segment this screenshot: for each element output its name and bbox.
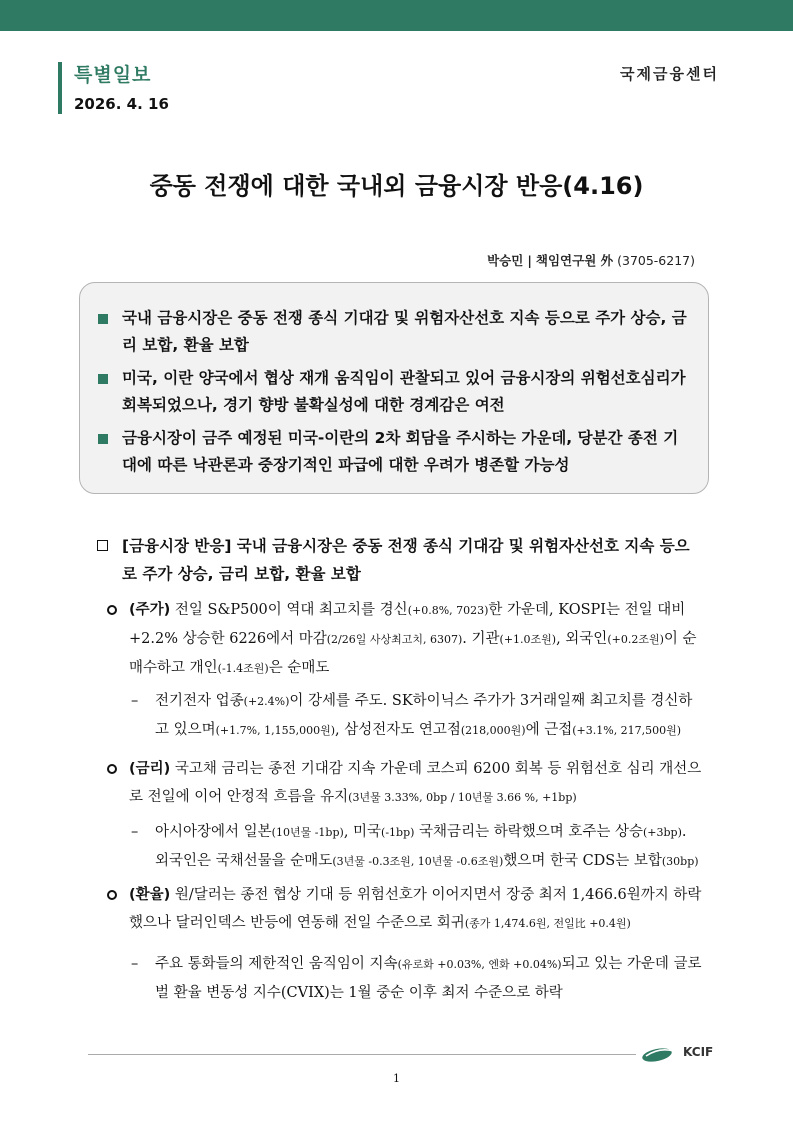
logo-text: KCIF <box>683 1045 714 1059</box>
circle-bullet-icon <box>107 605 117 615</box>
dash-bullet: – <box>131 824 139 840</box>
detail-note: (10년물 -1bp) <box>271 826 344 839</box>
page-number: 1 <box>393 1072 400 1085</box>
fx-note: (종가 1,474.6원, 전일比 +0.4원) <box>464 917 631 930</box>
rate-text <box>129 755 702 812</box>
dash-bullet: – <box>131 693 139 709</box>
stock-text-part: 한 가운데, KOSPI는 전일 대비 +2.2% 상승한 6226에서 마감 <box>129 602 686 647</box>
rate-note: (3년물 3.33%, 0bp / 10년물 3.66 %, +1bp) <box>348 791 577 804</box>
detail-text-part: 아시아장에서 일본 <box>155 824 272 840</box>
summary-text: 미국, 이란 양국에서 협상 재개 움직임이 관찰되고 있어 금융시장의 위험선호심리가 회복되었으나, 경기 향방 불확실성에 대한 경계감은 여전 <box>122 369 686 414</box>
rate-detail-text <box>155 818 702 876</box>
circle-bullet-icon <box>107 764 117 774</box>
summary-text: 금융시장이 금주 예정된 미국-이란의 2차 회담을 주시하는 가운데, 당분간 종전 기대에 따른 낙관론과 중장기적인 파급에 대한 우려가 병존할 가능성 <box>122 429 679 474</box>
stock-label: (주가) <box>129 602 171 618</box>
fx-detail <box>131 950 702 1007</box>
author-line <box>487 251 695 269</box>
detail-text-part: 전기전자 업종 <box>155 693 244 709</box>
stock-detail <box>131 687 702 745</box>
detail-note: (218,000원) <box>460 724 526 737</box>
detail-note: (+2.4%) <box>243 695 290 708</box>
stock-text <box>129 596 702 683</box>
stock-note: (+1.0조원) <box>499 633 557 646</box>
stock-text-part: 이 순매수하고 개인 <box>129 631 697 676</box>
document-title: 중동 전쟁에 대한 국내외 금융시장 반응(4.16) <box>149 172 644 200</box>
dash-bullet: – <box>131 956 139 972</box>
square-bullet-icon <box>98 434 108 444</box>
detail-text-part: 되고 있는 가운데 글로벌 환율 변동성 지수(CVIX)는 1월 중순 이후 최저 수준으로 하락 <box>155 956 702 1001</box>
checkbox-bullet-icon <box>97 540 108 551</box>
kcif-logo-icon <box>640 1043 678 1063</box>
detail-text-part: 했으며 한국 CDS는 보합 <box>503 853 662 869</box>
top-banner <box>0 0 793 31</box>
circle-bullet-icon <box>107 890 117 900</box>
detail-note: (30bp) <box>661 855 699 868</box>
rate-detail <box>131 818 702 876</box>
detail-note: (3년물 -0.3조원, 10년물 -0.6조원) <box>332 855 504 868</box>
stock-note: (+0.2조원) <box>607 633 664 646</box>
author-separator: | <box>527 253 532 268</box>
header-accent-bar <box>58 62 62 114</box>
footer-divider <box>88 1054 636 1055</box>
detail-text-part: 주요 통화들의 제한적인 움직임이 지속 <box>155 956 398 972</box>
detail-note: (+1.7%, 1,155,000원) <box>215 724 335 737</box>
section-heading-text: [금융시장 반응] 국내 금융시장은 중동 전쟁 종식 기대감 및 위험자산선호 지속 등으로 주가 상승, 금리 보합, 환율 보합 <box>122 537 690 583</box>
rate-text-part: 국고채 금리는 종전 기대감 지속 가운데 코스피 6200 회복 등 위험선호 심리 개선으로 전일에 이어 안정적 흐름을 유지 <box>129 761 702 805</box>
stock-note: (2/26일 사상최고치, 6307) <box>326 633 463 646</box>
square-bullet-icon <box>98 314 108 324</box>
detail-note: (+3.1%, 217,500원) <box>572 724 682 737</box>
summary-item <box>98 305 688 359</box>
detail-note: (유로화 +0.03%, 엔화 +0.04%) <box>397 958 562 971</box>
stock-note: (+0.8%, 7023) <box>407 604 489 617</box>
summary-item <box>98 365 688 419</box>
section-heading <box>97 532 702 588</box>
detail-text-part: , 미국 <box>343 824 382 840</box>
fx-text-part: 원/달러는 종전 협상 기대 등 위험선호가 이어지면서 장중 최저 1,466.6원까지 하락했으나 달러인덱스 반등에 연동해 전일 수준으로 회귀 <box>129 887 702 931</box>
stock-text-part: . 기관 <box>462 631 500 647</box>
stock-text-part: , 외국인 <box>556 631 608 647</box>
stock-text-part: 전일 S&P500이 역대 최고치를 경신 <box>170 602 408 618</box>
stock-paragraph <box>107 596 702 683</box>
detail-text-part: 에 근접 <box>525 722 573 738</box>
detail-text-part: . 외국인은 국채선물을 순매도 <box>155 824 687 869</box>
organization-name: 국제금융센터 <box>620 65 719 83</box>
summary-item <box>98 425 688 479</box>
fx-paragraph <box>107 881 702 938</box>
fx-label: (환율) <box>129 887 171 903</box>
rate-label: (금리) <box>129 761 171 777</box>
summary-box <box>79 282 709 494</box>
stock-note: (-1.4조원) <box>217 662 269 675</box>
rate-paragraph <box>107 755 702 812</box>
summary-text: 국내 금융시장은 중동 전쟁 종식 기대감 및 위험자산선호 지속 등으로 주가 상승, 금리 보합, 환율 보합 <box>122 309 687 354</box>
detail-note: (-1bp) <box>381 826 415 839</box>
report-date: 2026. 4. 16 <box>74 95 169 113</box>
detail-text-part: 국채금리는 하락했으며 호주는 상승 <box>414 824 643 840</box>
fx-detail-text <box>155 950 702 1007</box>
detail-text-part: , 삼성전자도 연고점 <box>335 722 461 738</box>
fx-text <box>129 881 702 938</box>
stock-text-part: 은 순매도 <box>268 660 330 676</box>
author-phone: (3705-6217) <box>617 253 695 268</box>
square-bullet-icon <box>98 374 108 384</box>
report-type: 특별일보 <box>74 64 152 86</box>
detail-text-part: 이 강세를 주도. SK하이닉스 주가가 3거래일째 최고치를 경신하고 있으며 <box>155 693 693 738</box>
detail-note: (+3bp) <box>642 826 682 839</box>
stock-detail-text <box>155 687 702 745</box>
author-role: 책임연구원 外 <box>535 253 614 268</box>
author-name: 박승민 <box>487 253 524 268</box>
